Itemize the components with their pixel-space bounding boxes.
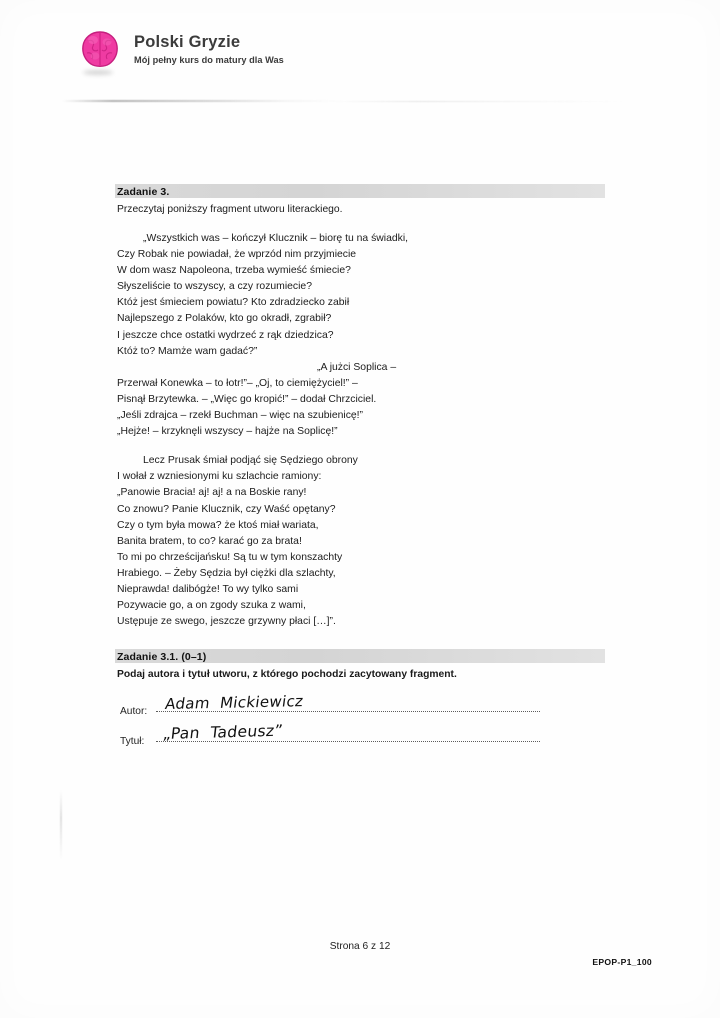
poem-line: Czy o tym była mowa? że ktoś miał wariata, xyxy=(117,519,319,531)
poem-line: Pozywacie go, a on zgody szuka z wami, xyxy=(117,600,306,612)
poem-line: Przerwał Konewka – to łotr!”– „Oj, to ciemiężyciel!” – xyxy=(117,377,358,389)
scan-artifact-streak-secondary xyxy=(330,101,630,102)
poem-line: „Panowie Bracia! aj! aj! a na Boskie rany! xyxy=(117,487,307,499)
poem-line: Słyszeliście to wszyscy, a czy rozumiecie? xyxy=(117,281,312,293)
poem-line: Co znowu? Panie Klucznik, czy Waść opętany? xyxy=(117,503,336,515)
answer-field-title[interactable] xyxy=(156,721,540,744)
poem-line: „Jeśli zdrajca – rzekł Buchman – więc na szubienicę!” xyxy=(117,410,364,422)
poem-line: Hrabiego. – Żeby Sędzia był ciężki dla szlachty, xyxy=(117,567,336,579)
poem-line: Nieprawda! dalibógże! To wy tylko sami xyxy=(117,583,299,595)
answer-row-title[interactable] xyxy=(120,721,540,747)
brand-tagline: Mój pełny kurs do matury dla Was xyxy=(134,55,284,66)
poem-line: To mi po chrześcijańsku! Są tu w tym konszachty xyxy=(117,551,343,563)
poem-line: I jeszcze chce ostatki wydrzeć z rąk dziedzica? xyxy=(117,329,334,341)
brand-title: Polski Gryzie xyxy=(134,33,241,51)
poem-line: W dom wasz Napoleona, trzeba wymieść śmiecie? xyxy=(117,265,351,277)
poem-line: Lecz Prusak śmiał podjąć się Sędziego obrony xyxy=(143,455,358,467)
poem-stanza-2 xyxy=(117,360,587,440)
poem-line: I wołał z wzniesionymi ku szlachcie ramiony: xyxy=(117,471,322,483)
task-header-label: Zadanie 3. xyxy=(117,186,170,198)
brand-header xyxy=(78,30,284,78)
poem-stanza-3 xyxy=(117,453,587,630)
logo-shadow xyxy=(83,70,113,75)
brain-icon xyxy=(78,30,122,72)
poem-line: „Hejże! – krzyknęli wszyscy – hajże na Soplicę!” xyxy=(117,426,338,438)
scan-artifact-edge xyxy=(60,790,62,860)
poem-line: „A jużci Soplica – xyxy=(317,361,397,373)
answer-label-author: Autor: xyxy=(120,706,148,717)
poem-line: Czy Robak nie powiadał, że wprzód nim przyjmiecie xyxy=(117,249,357,261)
page-number: Strona 6 z 12 xyxy=(329,941,391,952)
poem-line: Któż to? Mamże wam gadać?” xyxy=(117,345,258,357)
poem-line: Ustępuje ze swego, jeszcze grzywny płaci […]”. xyxy=(117,616,336,628)
task-header-bar xyxy=(115,184,605,198)
logo-container xyxy=(78,30,124,78)
handwritten-answer-author: Adam Mickiewicz xyxy=(164,692,305,713)
answer-label-title: Tytuł: xyxy=(120,736,145,747)
poem-line: Najlepszego z Polaków, kto go okradł, zgrabił? xyxy=(117,313,332,325)
task-instruction: Przeczytaj poniższy fragment utworu literackiego. xyxy=(117,204,343,215)
exam-code: EPOP-P1_100 xyxy=(592,957,652,967)
handwritten-answer-title: „Pan Tadeusz” xyxy=(162,721,284,743)
poem-line: Pisnął Brzytewka. – „Więc go kropić!” – dodał Chrzciciel. xyxy=(117,393,377,405)
scan-artifact-streak xyxy=(62,100,342,102)
brand-text-block xyxy=(134,30,284,65)
answer-row-author[interactable] xyxy=(120,692,540,717)
answer-field-author[interactable] xyxy=(156,692,540,714)
subtask-instruction: Podaj autora i tytuł utworu, z którego pochodzi zacytowany fragment. xyxy=(117,669,457,680)
poem-line: Któż jest śmieciem powiatu? Kto zdradziecko zabił xyxy=(117,297,350,309)
poem-stanza-1 xyxy=(117,231,587,360)
poem-excerpt xyxy=(117,231,587,630)
poem-line: Banita bratem, to co? karać go za brata! xyxy=(117,535,302,547)
subtask-header-label: Zadanie 3.1. (0–1) xyxy=(117,651,207,663)
poem-line: „Wszystkich was – kończył Klucznik – biorę tu na świadki, xyxy=(143,233,409,244)
